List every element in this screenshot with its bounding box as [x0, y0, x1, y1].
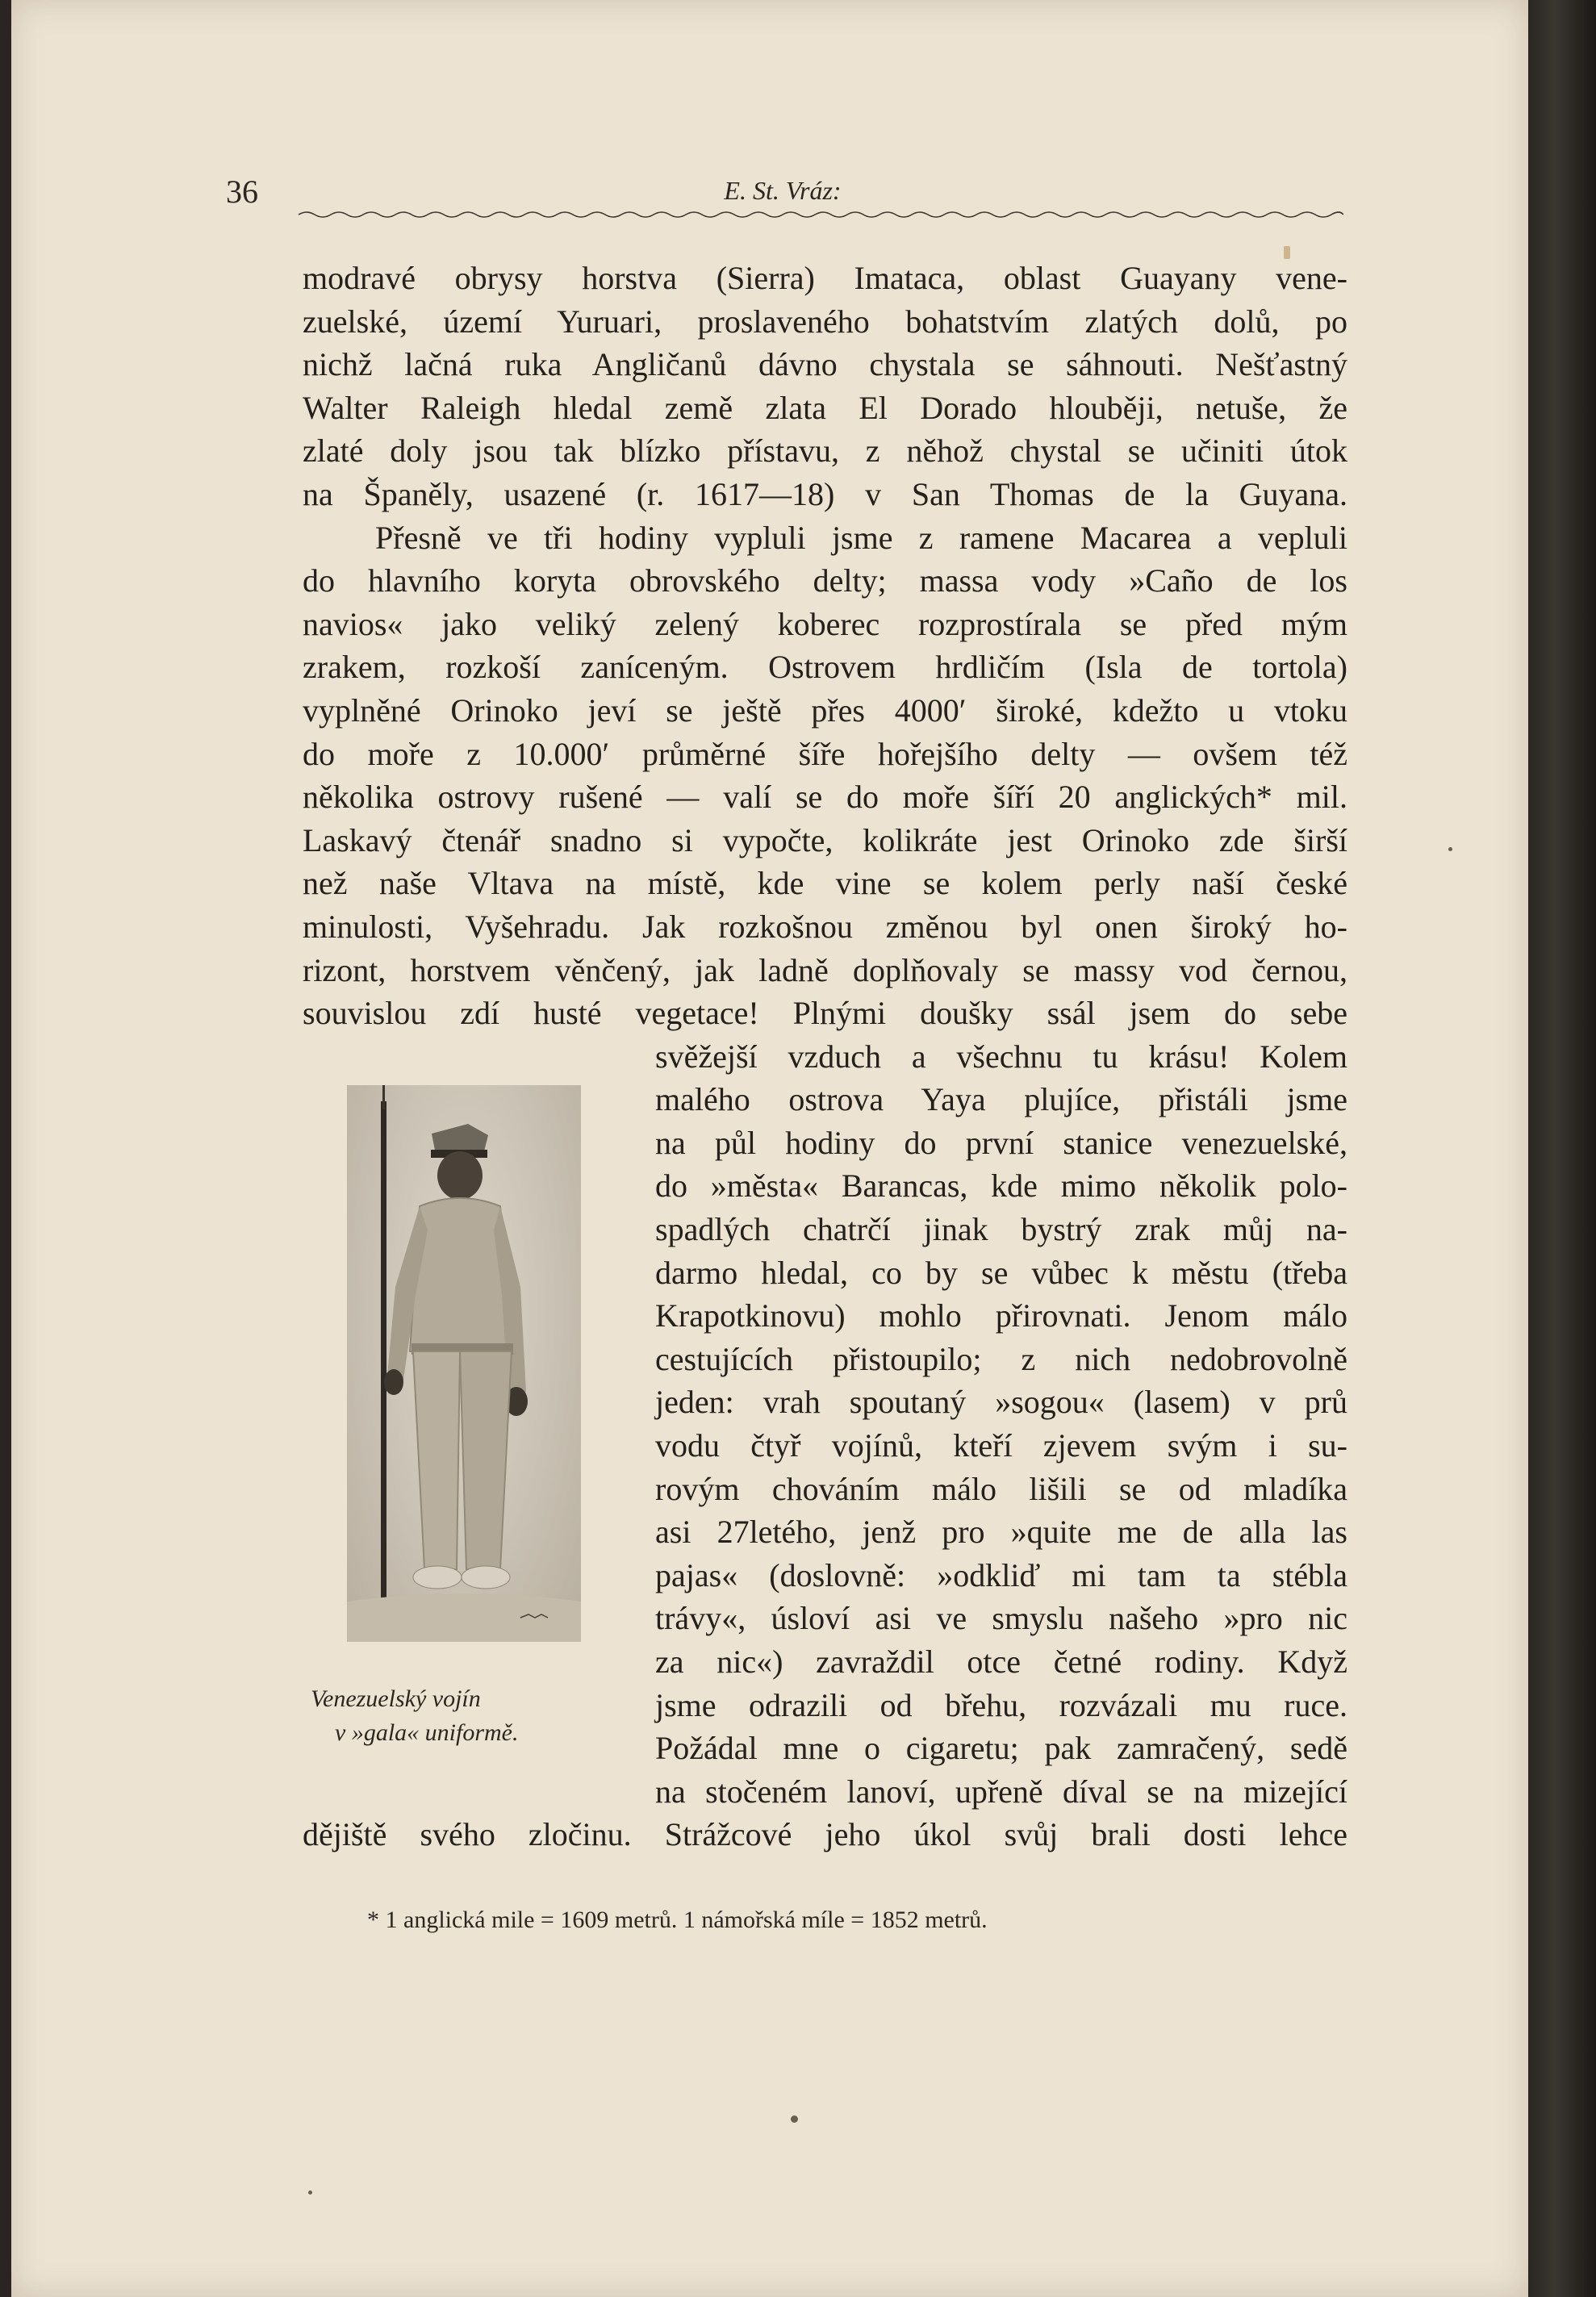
text-line: nichž lačná ruka Angličanů dávno chystala se sáhnouti. Nešťastný — [303, 346, 1347, 383]
text-line: Požádal mne o cigaretu; pak zamračený, sedě — [655, 1730, 1347, 1767]
text-line: Přesně ve tři hodiny vypluli jsme z ramene Macarea a vepluli — [375, 519, 1347, 556]
text-line: souvislou zdí husté vegetace! Plnými doušky ssál jsem do sebe — [303, 995, 1347, 1032]
text-line: na Španěly, usazené (r. 1617—18) v San Thomas de la Guyana. — [303, 475, 1347, 512]
text-line: Laskavý čtenář snadno si vypočte, kolikráte jest Orinoko zde širší — [303, 821, 1347, 858]
text-line: spadlých chatrčí jinak bystrý zrak můj na- — [655, 1211, 1347, 1248]
text-line: rizont, horstvem věnčený, jak ladně doplňovaly se massy vod černou, — [303, 951, 1347, 988]
text-line: jeden: vrah spoutaný »sogou« (lasem) v prů — [655, 1384, 1347, 1421]
text-line: několika ostrovy rušené — valí se do moře šíří 20 anglických* mil. — [303, 779, 1347, 816]
figure-caption — [311, 1682, 601, 1750]
footnote: * 1 anglická mile = 1609 metrů. 1 námořská míle = 1852 metrů. — [367, 1907, 988, 1933]
text-line: do »města« Barancas, kde mimo několik polo- — [655, 1167, 1347, 1205]
text-line: do moře z 10.000′ průměrné šíře hořejšího delty — ovšem též — [303, 735, 1347, 772]
text-line: vodu čtyř vojínů, kteří zjevem svým i su- — [655, 1427, 1347, 1464]
paper-speck — [791, 2115, 798, 2123]
text-line: modravé obrysy horstva (Sierra) Imataca, oblast Guayany vene- — [303, 260, 1347, 296]
paper-speck — [1448, 847, 1452, 851]
text-line: za nic«) zavraždil otce četné rodiny. Když — [655, 1643, 1347, 1680]
text-line: na stočeném lanoví, upřeně díval se na mizející — [655, 1773, 1347, 1810]
running-head: E. St. Vráz: — [724, 176, 842, 205]
soldier-photograph — [347, 1085, 581, 1642]
paper-speck — [308, 2191, 312, 2195]
text-line: cestujících přistoupilo; z nich nedobrovolně — [655, 1340, 1347, 1377]
text-line: než naše Vltava na místě, kde vine se kolem perly naší české — [303, 865, 1347, 902]
soldier-figure-illustration — [347, 1085, 581, 1642]
text-line: zrakem, rozkoší zaníceným. Ostrovem hrdličím (Isla de tortola) — [303, 649, 1347, 686]
text-line: vyplněné Orinoko jeví se ještě přes 4000′ široké, kdežto u vtoku — [303, 691, 1347, 729]
text-line: minulosti, Vyšehradu. Jak rozkošnou změnou byl onen široký ho- — [303, 908, 1347, 945]
page-header — [226, 173, 1339, 213]
text-line: darmo hledal, co by se vůbec k městu (třeba — [655, 1254, 1347, 1291]
text-line: do hlavního koryta obrovského delty; massa vody »Caño de los — [303, 562, 1347, 599]
text-line: na půl hodiny do první stanice venezuelské, — [655, 1124, 1347, 1161]
wavy-header-rule — [299, 210, 1343, 219]
text-line: rovým chováním málo lišili se od mladíka — [655, 1470, 1347, 1507]
text-line: pajas« (doslovně: »odkliď mi tam ta stébla — [655, 1556, 1347, 1593]
text-line: jsme odrazili od břehu, rozvázali mu ruce. — [655, 1686, 1347, 1723]
page-edge-shadow — [1528, 0, 1596, 2297]
text-line: svěžejší vzduch a všechnu tu krásu! Kolem — [655, 1038, 1347, 1075]
text-line: asi 27letého, jenž pro »quite me de alla las — [655, 1514, 1347, 1551]
text-line: Krapotkinovu) mohlo přirovnati. Jenom málo — [655, 1297, 1347, 1334]
caption-line: v »gala« uniformě. — [335, 1719, 519, 1746]
text-line: malého ostrova Yaya plujíce, přistáli jsme — [655, 1081, 1347, 1118]
book-gutter — [0, 0, 11, 2297]
text-line: trávy«, úsloví asi ve smyslu našeho »pro nic — [655, 1600, 1347, 1637]
text-line: zuelské, území Yuruari, proslaveného bohatstvím zlatých dolů, po — [303, 303, 1347, 340]
text-line: navios« jako veliký zelený koberec rozprostírala se před mým — [303, 605, 1347, 642]
paper-speck — [1284, 246, 1290, 259]
text-line: zlaté doly jsou tak blízko přístavu, z něhož chystal se učiniti útok — [303, 432, 1347, 470]
text-line: dějiště svého zločinu. Strážcové jeho úkol svůj brali dosti lehce — [303, 1816, 1347, 1853]
text-line: Walter Raleigh hledal země zlata El Dorado hlouběji, netuše, že — [303, 389, 1347, 426]
page-number: 36 — [226, 173, 258, 210]
caption-line: Venezuelský vojín — [311, 1685, 481, 1712]
